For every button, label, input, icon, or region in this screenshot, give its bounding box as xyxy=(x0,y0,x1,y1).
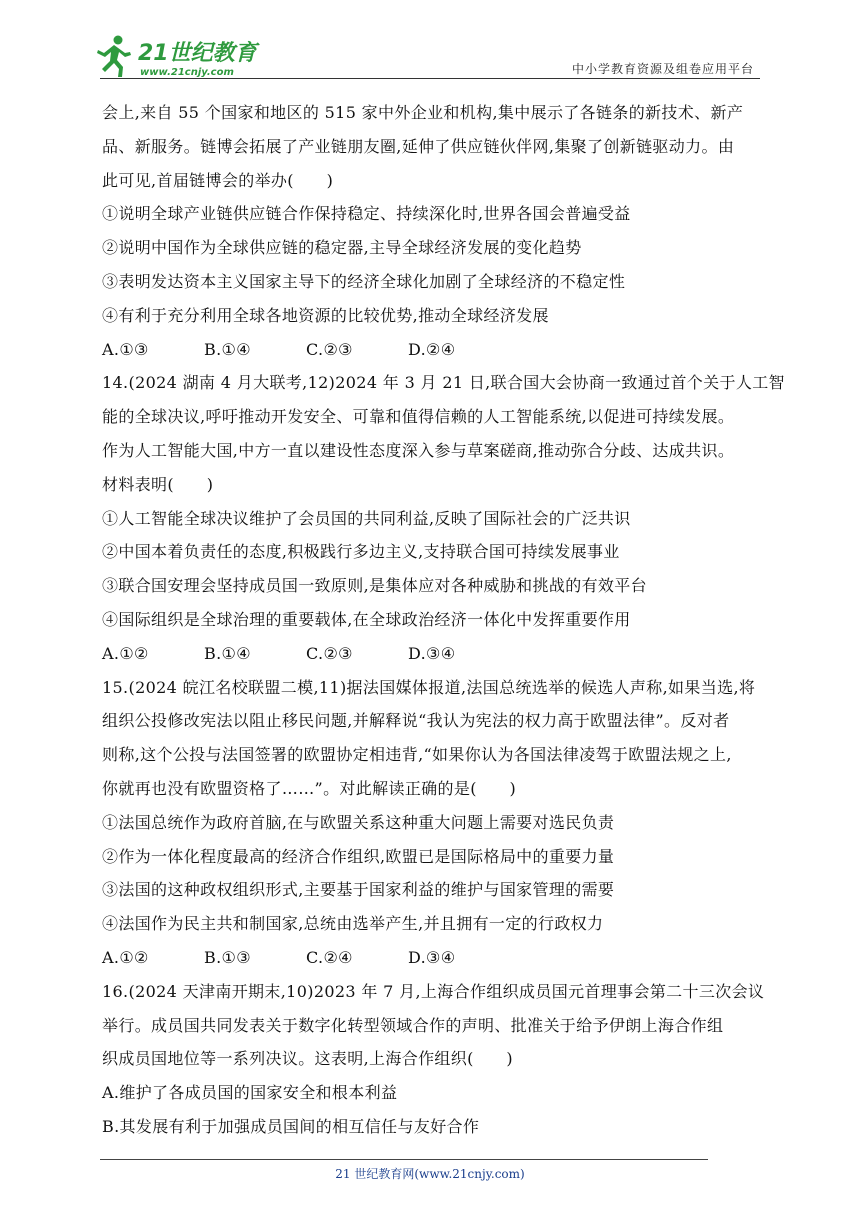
page-header xyxy=(0,0,860,80)
option-d: D.③④ xyxy=(408,947,456,967)
question-16 xyxy=(102,975,774,1144)
question-text-line: 作为人工智能大国,中方一直以建设性态度深入参与草案磋商,推动弥合分歧、达成共识。 xyxy=(102,440,735,460)
question-text-line: 15.(2024 皖江名校联盟二模,11)据法国媒体报道,法国总统选举的候选人声称,如果当选,将 xyxy=(102,677,756,697)
question-text-line: 材料表明( ) xyxy=(102,474,214,494)
option-a: A.①③ xyxy=(102,339,149,359)
answer-options xyxy=(102,637,774,671)
statement-item: ②中国本着负责任的态度,积极践行多边主义,支持联合国可持续发展事业 xyxy=(102,542,620,562)
statement-item: ④国际组织是全球治理的重要载体,在全球政治经济一体化中发挥重要作用 xyxy=(102,609,631,629)
option-d: D.③④ xyxy=(408,643,456,663)
option-c: C.②③ xyxy=(306,339,353,359)
question-text-line: 品、新服务。链博会拓展了产业链朋友圈,延伸了供应链伙伴网,集聚了创新链驱动力。由 xyxy=(102,136,735,156)
question-text-line: 会上,来自 55 个国家和地区的 515 家中外企业和机构,集中展示了各链条的新技术、新产 xyxy=(102,103,744,122)
logo-main-text: 21世纪教育 xyxy=(138,41,257,66)
question-15 xyxy=(102,671,774,975)
statement-item: ②作为一体化程度最高的经济合作组织,欧盟已是国际格局中的重要力量 xyxy=(102,846,615,866)
question-text-line: 织成员国地位等一系列决议。这表明,上海合作组织( ) xyxy=(102,1049,514,1069)
question-text-line: 能的全球决议,呼吁推动开发安全、可靠和值得信赖的人工智能系统,以促进可持续发展。 xyxy=(102,407,735,427)
footer-divider xyxy=(100,1159,708,1160)
statement-item: ④有利于充分利用全球各地资源的比较优势,推动全球经济发展 xyxy=(102,305,549,325)
option-d: D.②④ xyxy=(408,339,456,359)
choice-a: A.维护了各成员国的国家安全和根本利益 xyxy=(102,1083,398,1103)
statement-item: ③表明发达资本主义国家主导下的经济全球化加剧了全球经济的不稳定性 xyxy=(102,271,626,291)
question-text-line: 16.(2024 天津南开期末,10)2023 年 7 月,上海合作组织成员国元首理事会第二十三次会议 xyxy=(102,981,765,1001)
statement-item: ③联合国安理会坚持成员国一致原则,是集体应对各种威胁和挑战的有效平台 xyxy=(102,576,647,596)
choice-b: B.其发展有利于加强成员国间的相互信任与友好合作 xyxy=(102,1116,480,1136)
header-divider xyxy=(100,78,760,79)
platform-label: 中小学教育资源及组卷应用平台 xyxy=(571,62,754,76)
statement-item: ①说明全球产业链供应链合作保持稳定、持续深化时,世界各国会普遍受益 xyxy=(102,204,631,224)
logo xyxy=(94,33,264,79)
statement-item: ①人工智能全球决议维护了会员国的共同利益,反映了国际社会的广泛共识 xyxy=(102,508,631,528)
statement-item: ③法国的这种政权组织形式,主要基于国家利益的维护与国家管理的需要 xyxy=(102,880,615,900)
footer-link[interactable]: 21 世纪教育网(www.21cnjy.com) xyxy=(335,1167,525,1181)
question-14 xyxy=(102,366,785,670)
option-c: C.②③ xyxy=(306,643,353,663)
page-content xyxy=(102,96,785,1144)
option-b: B.①③ xyxy=(204,947,251,967)
statement-item: ②说明中国作为全球供应链的稳定器,主导全球经济发展的变化趋势 xyxy=(102,238,582,258)
answer-options xyxy=(102,333,774,367)
question-text-line: 此可见,首届链博会的举办( ) xyxy=(102,170,334,190)
option-b: B.①④ xyxy=(204,643,251,663)
answer-options xyxy=(102,941,774,975)
question-text-line: 你就再也没有欧盟资格了……”。对此解读正确的是( ) xyxy=(102,778,517,798)
option-b: B.①④ xyxy=(204,339,251,359)
runner-icon xyxy=(97,36,131,78)
statement-item: ④法国作为民主共和制国家,总统由选举产生,并且拥有一定的行政权力 xyxy=(102,914,604,934)
statement-item: ①法国总统作为政府首脑,在与欧盟关系这种重大问题上需要对选民负责 xyxy=(102,812,615,832)
option-c: C.②④ xyxy=(306,947,353,967)
question-text-line: 举行。成员国共同发表关于数字化转型领域合作的声明、批准关于给予伊朗上海合作组 xyxy=(102,1015,724,1035)
question-text-line: 14.(2024 湖南 4 月大联考,12)2024 年 3 月 21 日,联合国大会协商一致通过首个关于人工智 xyxy=(102,373,785,393)
question-text-line: 则称,这个公投与法国签署的欧盟协定相违背,“如果你认为各国法律凌驾于欧盟法规之上, xyxy=(102,745,732,765)
question-text-line: 组织公投修改宪法以阻止移民问题,并解释说“我认为宪法的权力高于欧盟法律”。反对者 xyxy=(102,711,730,731)
logo-url-text: www.21cnjy.com xyxy=(140,67,234,78)
option-a: A.①② xyxy=(102,947,149,967)
option-a: A.①② xyxy=(102,643,149,663)
question-13 xyxy=(102,96,774,366)
